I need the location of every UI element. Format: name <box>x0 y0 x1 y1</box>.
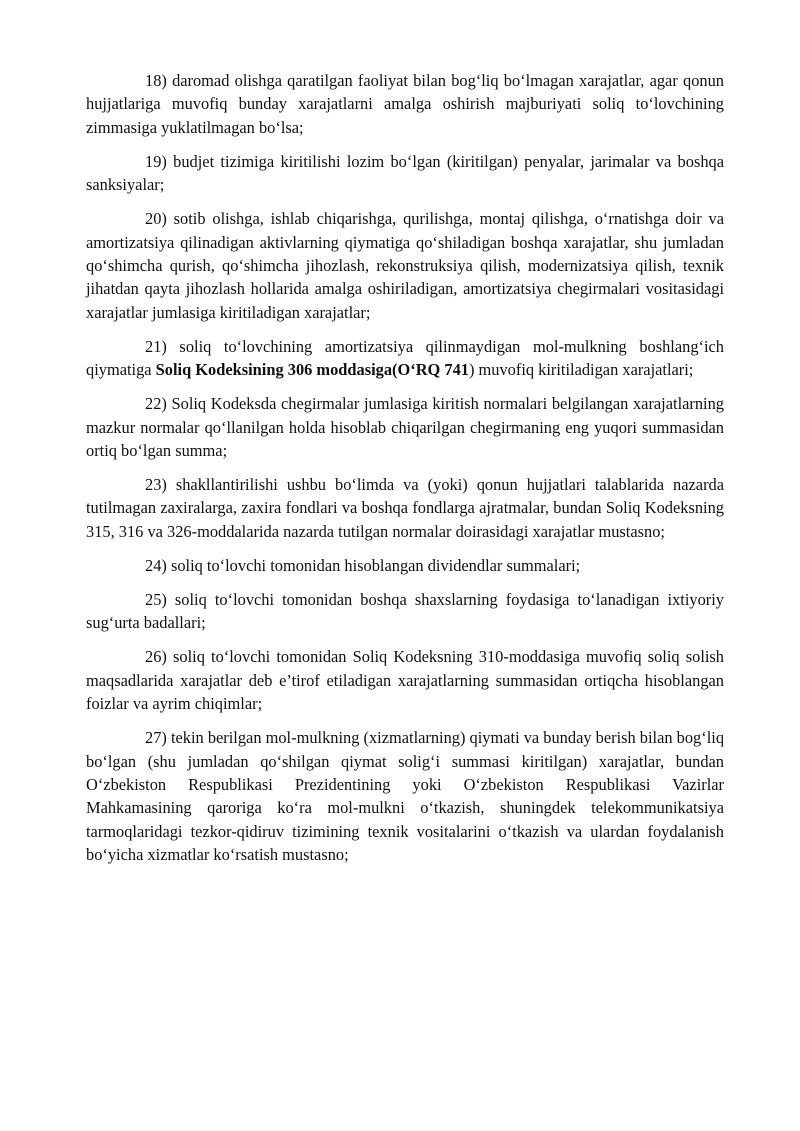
paragraph-item-23: 23) shakllantirilishi ushbu bo‘limda va (yoki) qonun hujjatlari talablarida nazarda tutilmagan zaxiralarga, zaxira fondlari va boshqa fondlarga ajratmalar, bundan Soliq Kodeksning 315, 316 va 326-moddalarida nazarda tutilgan normalar doirasidagi xarajatlar mustasno; <box>86 475 724 541</box>
paragraph-21-text-before: 21) soliq to‘lovchining amortizatsiya qilinmaydigan mol-mulkning boshlang‘ich qiymatiga <box>86 336 724 380</box>
document-page <box>86 69 724 877</box>
code-article-reference: Soliq Kodeksining 306 moddasiga(O‘RQ 741 <box>155 360 469 380</box>
paragraph-item-21 <box>86 335 724 382</box>
paragraph-21-text-after: ) muvofiq kiritiladigan xarajatlari; <box>468 360 694 380</box>
paragraph-item-24: 24) soliq to‘lovchi tomonidan hisoblangan dividendlar summalari; <box>145 555 581 575</box>
paragraph-item-19: 19) budjet tizimiga kiritilishi lozim bo‘lgan (kiritilgan) penyalar, jarimalar va boshqa sanksiyalar; <box>86 151 724 195</box>
paragraph-item-20: 20) sotib olishga, ishlab chiqarishga, qurilishga, montaj qilishga, o‘rnatishga doir va amortizatsiya qilinadigan aktivlarning qiymatiga qo‘shiladigan boshqa xarajatlar, shu jumladan qo‘shimcha qurish, qo‘shimcha jihozlash, rekonstruksiya qilish, modernizatsiya qilish, texnik jihatdan qayta jihozlash hollarida amalga oshiriladigan, amortizatsiya chegirmalari vositasidagi xarajatlar jumlasiga kiritiladigan xarajatlar; <box>86 209 724 322</box>
paragraph-item-27: 27) tekin berilgan mol-mulkning (xizmatlarning) qiymati va bunday berish bilan bog‘liq bo‘lgan (shu jumladan qo‘shilgan qiymat solig‘i summasi kiritilgan) xarajatlar, bundan O‘zbekiston Respublikasi Prezidentining yoki O‘zbekiston Respublikasi Vazirlar Mahkamasining qaroriga ko‘ra mol-mulkni o‘tkazish, shuningdek telekommunikatsiya tarmoqlaridagi tezkor-qidiruv tizimining texnik vositalarini o‘tkazish va ulardan foydalanish bo‘yicha xizmatlar ko‘rsatish mustasno; <box>86 728 725 865</box>
paragraph-item-25: 25) soliq to‘lovchi tomonidan boshqa shaxslarning foydasiga to‘lanadigan ixtiyoriy sug‘urta badallari; <box>86 589 724 633</box>
paragraph-item-22: 22) Soliq Kodeksda chegirmalar jumlasiga kiritish normalari belgilangan xarajatlarning mazkur normalar qo‘llanilgan holda hisoblab chiqarilgan chegirmaning eng yuqori summasidan ortiq bo‘lgan summa; <box>86 394 724 461</box>
paragraph-item-26: 26) soliq to‘lovchi tomonidan Soliq Kodeksning 310-moddasiga muvofiq soliq solish maqsadlarida xarajatlar deb e’tirof etiladigan xarajatlarning summasidan ortiqcha hisoblangan foizlar va ayrim chiqimlar; <box>86 647 724 714</box>
paragraph-item-18: 18) daromad olishga qaratilgan faoliyat bilan bog‘liq bo‘lmagan xarajatlar, agar qonun hujjatlariga muvofiq bunday xarajatlarni amalga oshirish majburiyati soliq to‘lovchining zimmasiga yuklatilmagan bo‘lsa; <box>86 71 724 137</box>
